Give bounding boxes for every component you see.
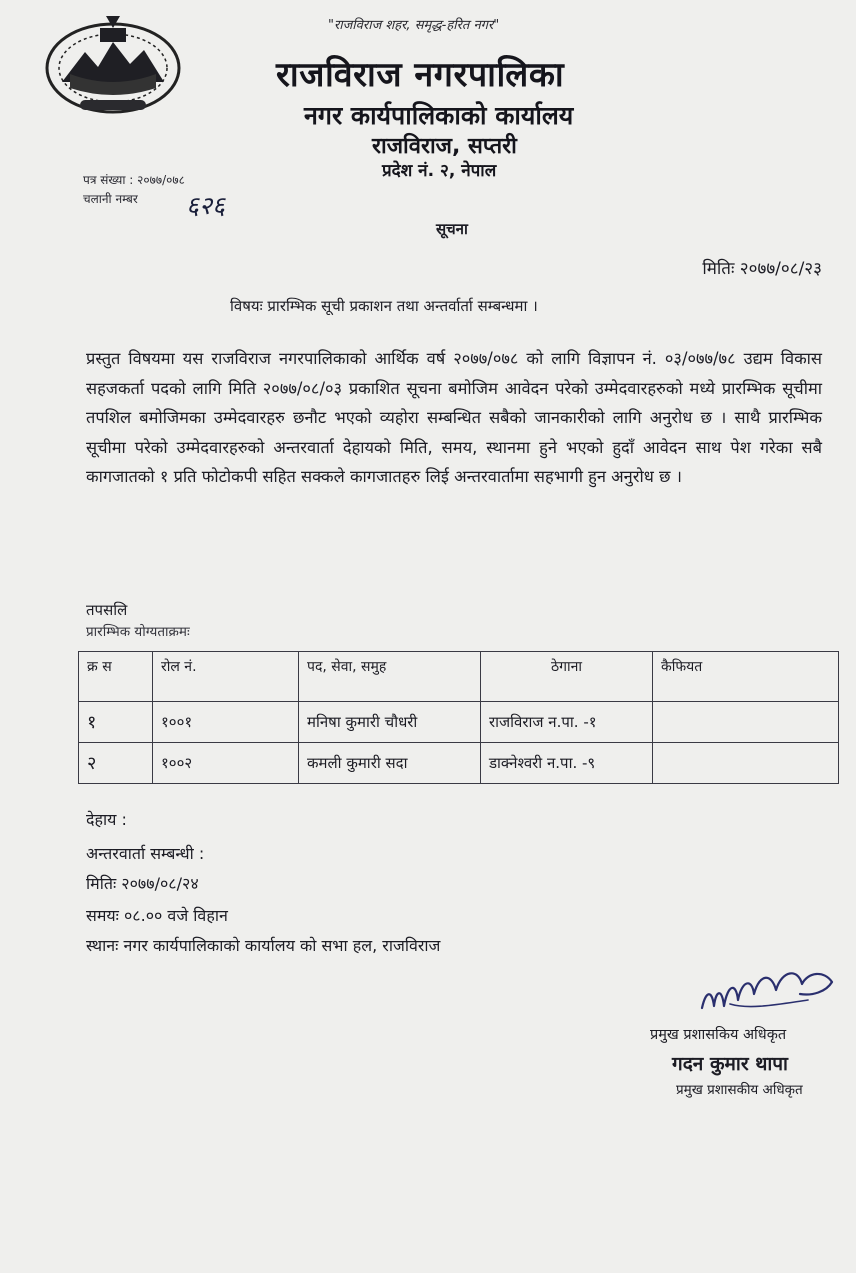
header-address: ठेगाना [481, 652, 653, 702]
province-line: प्रदेश नं. २, नेपाल [382, 161, 497, 181]
tapasil-label: तपसलि [86, 601, 128, 619]
notice-title: सूचना [436, 220, 468, 238]
letter-number: पत्र संख्या : २०७७/०७८ [83, 173, 185, 187]
cell-address: राजविराज न.पा. -१ [481, 702, 653, 743]
cell-serial: २ [79, 743, 153, 784]
cell-remarks [653, 743, 839, 784]
preliminary-list-label: प्रारम्भिक योग्यताक्रमः [86, 624, 190, 640]
dispatch-number-handwritten: ६२६ [186, 191, 226, 220]
signatory-title-handwritten: प्रमुख प्रशासकिय अधिकृत [650, 1027, 787, 1043]
cell-roll: १००२ [153, 743, 299, 784]
signatory-name: गदन कुमार थापा [672, 1053, 788, 1075]
interview-heading: अन्तरवार्ता सम्बन्धी : [86, 844, 205, 863]
signature-icon [690, 960, 840, 1025]
cell-address: डाक्नेश्वरी न.पा. -९ [481, 743, 653, 784]
cell-serial: १ [79, 702, 153, 743]
signatory-title: प्रमुख प्रशासकीय अधिकृत [676, 1082, 803, 1098]
cell-remarks [653, 702, 839, 743]
table-row [79, 702, 839, 743]
table-header-row [79, 652, 839, 702]
municipality-emblem [40, 12, 186, 118]
interview-date: मितिः २०७७/०८/२४ [86, 874, 199, 893]
office-name: नगर कार्यपालिकाको कार्यालय [304, 101, 574, 130]
motto: "राजविराज शहर, समृद्ध-हरित नगर" [328, 18, 500, 33]
notice-date: मितिः २०७७/०८/२३ [702, 259, 822, 279]
cell-roll: १००१ [153, 702, 299, 743]
header-name: पद, सेवा, समुह [299, 652, 481, 702]
subject-line: विषयः प्रारम्भिक सूची प्रकाशन तथा अन्तर्वार्ता सम्बन्धमा । [230, 297, 538, 315]
header-roll: रोल नं. [153, 652, 299, 702]
dispatch-label: चलानी नम्बर [83, 192, 138, 206]
office-location: राजविराज, सप्तरी [372, 134, 517, 159]
header-remarks: कैफियत [653, 652, 839, 702]
candidate-table [78, 651, 839, 784]
interview-venue: स्थानः नगर कार्यपालिकाको कार्यालय को सभा हल, राजविराज [86, 936, 441, 955]
interview-time: समयः ०८.०० वजे विहान [86, 906, 228, 925]
emblem-icon [40, 12, 186, 118]
table-row [79, 743, 839, 784]
signature-scribble [690, 960, 840, 1025]
cell-name: मनिषा कुमारी चौधरी [299, 702, 481, 743]
dehaya-label: देहाय : [86, 810, 127, 829]
notice-body: प्रस्तुत विषयमा यस राजविराज नगरपालिकाको आर्थिक वर्ष २०७७/०७८ को लागि विज्ञापन नं. ०३/०७७/७८ उद्यम विकास सहजकर्ता पदको लागि मिति २०७७/०८/०३ प्रकाशित सूचना बमोजिम आवेदन परेको उम्मेदवारहरुको मध्ये प्रारम्भिक सूचीमा तपशिल बमोजिमका उम्मेदवारहरु छनौट भएको व्यहोरा सम्बन्धित सबैको जानकारीको लागि अनुरोध छ । साथै प्रारम्भिक सूचीमा परेको उम्मेदवारहरुको अन्तरवार्ता देहायको मिति, समय, स्थानमा हुने भएको हुदाँ आवेदन साथ पेश गरेका सबै कागजातको १ प्रति फोटोकपी सहित सक्कले कागजातहरु लिई अन्तरवार्तामा सहभागी हुन अनुरोध छ । [86, 349, 822, 486]
org-name: राजविराज नगरपालिका [276, 55, 565, 95]
cell-name: कमली कुमारी सदा [299, 743, 481, 784]
header-serial: क्र स [79, 652, 153, 702]
